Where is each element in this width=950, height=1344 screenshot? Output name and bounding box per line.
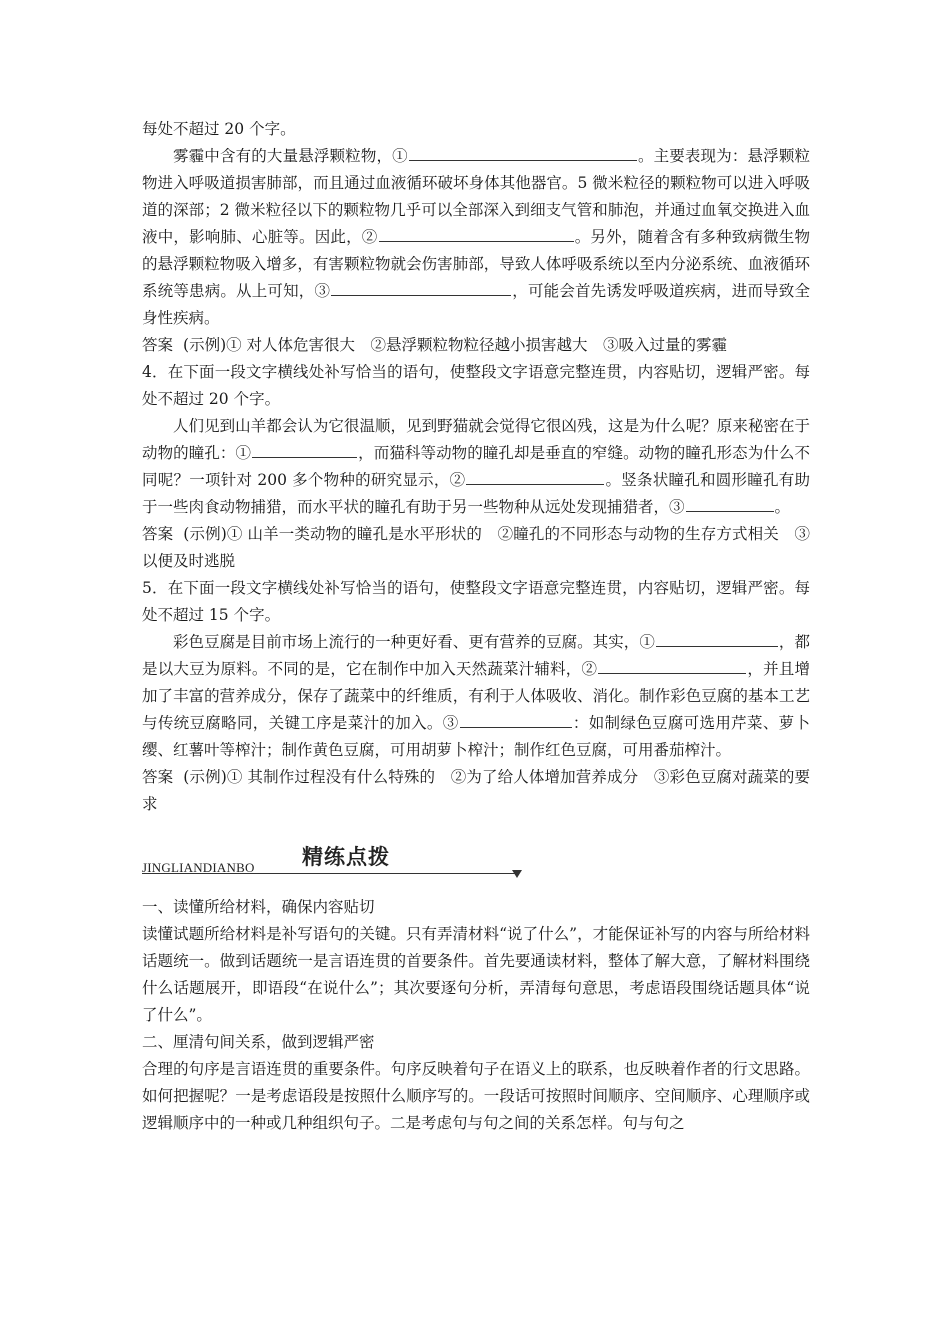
q3-passage <box>142 143 810 332</box>
q3-answer <box>142 332 810 359</box>
q4-text-c: 。竖条状瞳孔和圆形瞳孔有助于一些肉食动物捕猎，而水平状的瞳孔有助于另一些物种从远处发现捕猎者，③ <box>142 471 810 516</box>
q5-question: 5．在下面一段文字横线处补写恰当的语句，使整段文字语意完整连贯，内容贴切，逻辑严密。每处不超过 15 个字。 <box>142 579 810 624</box>
q5-blank-2[interactable] <box>598 658 746 674</box>
q3-blank-1[interactable] <box>409 145 637 161</box>
q4-blank-3[interactable] <box>686 496 774 512</box>
q5-text-b: ，都是以大豆为原料。不同的是，它在制作中加入天然蔬菜汁辅料，② <box>142 633 810 678</box>
answer-label: 答案 <box>142 525 174 543</box>
q5-text-a: 彩色豆腐是目前市场上流行的一种更好看、更有营养的豆腐。其实，① <box>173 633 655 651</box>
q5-text-c: ，并且增加了丰富的营养成分，保存了蔬菜中的纤维质，有利于人体吸收、消化。制作彩色豆腐的基本工艺与传统豆腐略同，关键工序是菜汁的加入。③ <box>142 660 810 732</box>
q3-blank-2[interactable] <box>379 226 574 242</box>
q4-question: 4．在下面一段文字横线处补写恰当的语句，使整段文字语意完整连贯，内容贴切，逻辑严密。每处不超过 20 个字。 <box>142 363 810 408</box>
q3-text-c: 。另外，随着含有多种致病微生物的悬浮颗粒物吸入增多，有害颗粒物就会伤害肺部，导致人体呼吸系统以至内分泌系统、血液循环系统等患病。从上可知，③ <box>142 228 810 300</box>
q3-text-b: 。主要表现为：悬浮颗粒物进入呼吸道损害肺部，而且通过血液循环破坏身体其他器官。5 微米粒径的颗粒物可以进入呼吸道的深部；2 微米粒径以下的颗粒物几乎可以全部深入到细支气管和肺泡，并通过血氧交换进入血液中，影响肺、心脏等。因此，② <box>142 147 810 246</box>
q3-text-a: 雾霾中含有的大量悬浮颗粒物，① <box>173 147 408 165</box>
q3-blank-3[interactable] <box>331 280 511 296</box>
q5-blank-3[interactable] <box>460 712 572 728</box>
banner-title: 精练点拨 <box>302 845 390 869</box>
q5-text-d: ：如制绿色豆腐可选用芹菜、萝卜缨、红薯叶等榨汁；制作黄色豆腐，可用胡萝卜榨汁；制作红色豆腐，可用番茄榨汁。 <box>142 714 810 759</box>
q5-answer <box>142 764 810 818</box>
banner-rule <box>142 873 518 874</box>
q4-answer-text: (示例)① 山羊一类动物的瞳孔是水平形状的 ②瞳孔的不同形态与动物的生存方式相关 ③以便及时逃脱 <box>142 525 810 570</box>
tip-paragraph-2: 合理的句序是言语连贯的重要条件。句序反映着句子在语义上的联系，也反映着作者的行文思路。如何把握呢？一是考虑语段是按照什么顺序写的。一段话可按照时间顺序、空间顺序、心理顺序或逻辑顺序中的一种或几种组织句子。二是考虑句与句之间的关系怎样。句与句之 <box>142 1060 810 1132</box>
answer-label: 答案 <box>142 336 174 354</box>
document-page <box>142 116 810 1137</box>
q5-passage <box>142 629 810 764</box>
q4-passage <box>142 413 810 521</box>
q3-answer-text: (示例)① 对人体危害很大 ②悬浮颗粒物粒径越小损害越大 ③吸入过量的雾霾 <box>183 336 728 354</box>
tip-heading-1: 一、读懂所给材料，确保内容贴切 <box>142 898 375 916</box>
q5-blank-1[interactable] <box>656 631 778 647</box>
q4-answer <box>142 521 810 575</box>
q3-text-d: ，可能会首先诱发呼吸道疾病，进而导致全身性疾病。 <box>142 282 810 327</box>
tip-paragraph-1: 读懂试题所给材料是补写语句的关键。只有弄清材料“说了什么”，才能保证补写的内容与所给材料话题统一。做到话题统一是言语连贯的首要条件。首先要通读材料，整体了解大意，了解材料围绕什么话题展开，即语段“在说什么”；其次要逐句分析，弄清每句意思，考虑语段围绕话题具体“说了什么”。 <box>142 925 810 1024</box>
q3-requirement-tail: 每处不超过 20 个字。 <box>142 120 296 138</box>
q4-blank-2[interactable] <box>466 469 604 485</box>
q4-text-a: 人们见到山羊都会认为它很温顺，见到野猫就会觉得它很凶残，这是为什么呢？原来秘密在于动物的瞳孔：① <box>142 417 810 462</box>
banner-triangle-icon <box>512 870 522 878</box>
q4-blank-1[interactable] <box>252 442 357 458</box>
q5-answer-text: (示例)① 其制作过程没有什么特殊的 ②为了给人体增加营养成分 ③彩色豆腐对蔬菜的要求 <box>142 768 810 813</box>
tip-heading-2: 二、厘清句间关系，做到逻辑严密 <box>142 1033 375 1051</box>
q4-text-d: 。 <box>774 498 791 516</box>
banner-pinyin: JINGLIANDIANBO <box>142 860 255 875</box>
answer-label: 答案 <box>142 768 174 786</box>
q4-text-b: ，而猫科等动物的瞳孔却是垂直的窄缝。动物的瞳孔形态为什么不同呢？一项针对 200 多个物种的研究显示，② <box>142 444 810 489</box>
section-banner <box>142 840 810 880</box>
